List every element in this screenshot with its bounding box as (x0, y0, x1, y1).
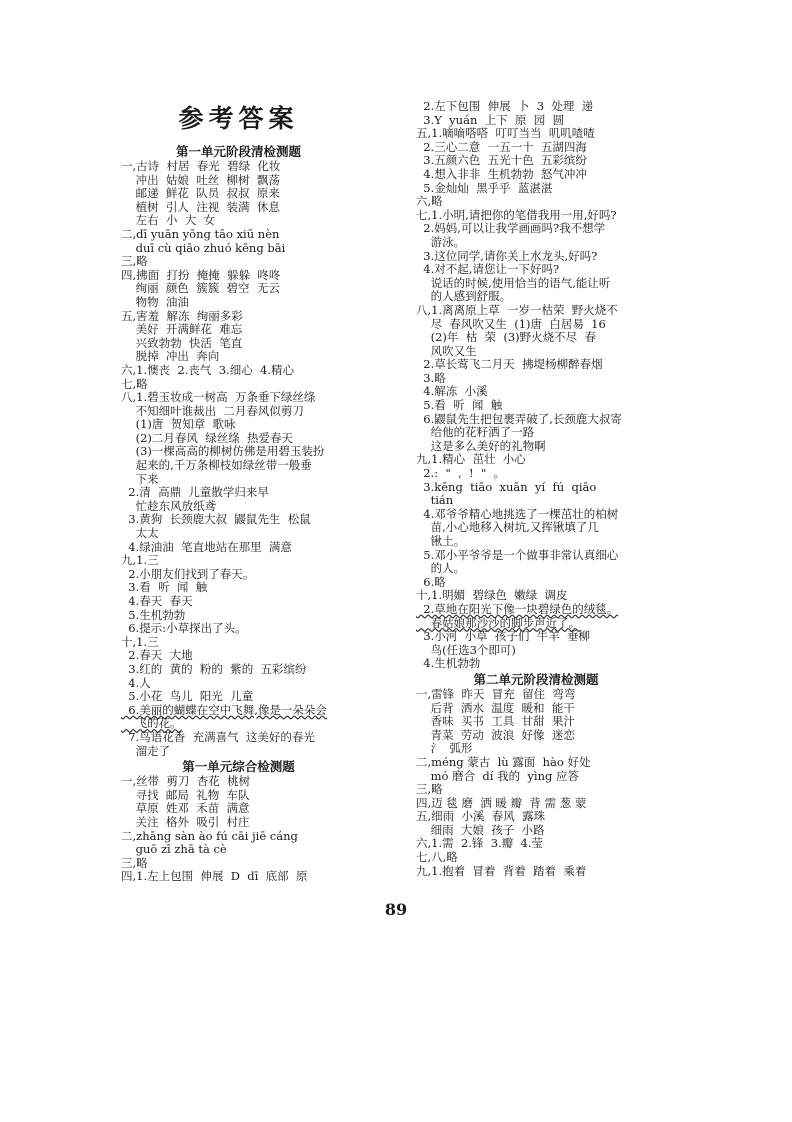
answer-line: 美好 开满鲜花 难忘 (121, 322, 243, 337)
answer-line: 脱掉 冲出 奔向 (121, 349, 220, 364)
page-number: 89 (384, 900, 408, 919)
answer-line: 3.小河 小草 孩子们 牛羊 垂柳 (416, 629, 591, 644)
answer-line: 二,méng 蒙古 lù 露面 hào 好处 (416, 754, 591, 769)
right-column (416, 100, 656, 878)
answer-line: 6.略 (416, 574, 446, 589)
answer-line: 五,1.嘀嘀嗒嗒 叮叮当当 叽叽喳喳 (416, 126, 595, 141)
answer-line: 5.金灿灿 黑乎乎 蓝湛湛 (416, 180, 553, 195)
answer-line: 细雨 大娘 孩子 小路 (416, 822, 545, 837)
answer-line: 六,1.懊丧 2.丧气 3.细心 4.精心 (121, 362, 294, 377)
answer-line: 四,迈 毯 磨 洒 暖 瓣 背 需 葱 蒙 (416, 795, 587, 810)
answer-line: 的人感到舒服。 (416, 289, 512, 304)
answer-line: 6.提示:小草探出了头。 (121, 621, 247, 636)
answer-line: 4.绿油油 笔直地站在那里 满意 (121, 539, 292, 554)
right-answer-list (416, 100, 656, 878)
section-title: 第一单元阶段清检测题 (175, 144, 301, 159)
answer-line: 5.小花 鸟儿 阳光 儿童 (121, 689, 254, 704)
answer-line: 五,细雨 小溪 春风 露珠 (416, 809, 546, 824)
answer-line: 说话的时候,使用恰当的语气,能让听 (416, 275, 611, 290)
answer-line: 八,1.离离原上草 一岁一枯荣 野火烧不 (416, 302, 618, 317)
answer-line: 2.左下包围 伸展 卜 3 处理 递 (416, 99, 594, 113)
answer-line: 九,1.抱着 冒着 背着 踏着 乘着 (416, 863, 587, 878)
answer-line: (2)二月春风 绿丝绦 热爱春天 (121, 430, 294, 445)
answer-line-underlined: 飞的花。 (121, 716, 182, 731)
answer-line: 九,1.精心 茁壮 小心 (416, 452, 526, 467)
answer-line: guō zī zhā tà cè (121, 842, 227, 857)
answer-line: 起来的,千万条柳枝如绿丝带一般垂 (121, 458, 312, 473)
answer-line: 的人。 (416, 561, 466, 576)
answer-line: 一,雷锋 昨天 冒充 留住 弯弯 (416, 686, 576, 701)
answer-line: 4.春天 春天 (121, 594, 193, 608)
answer-line: 2.春天 大地 (121, 648, 193, 663)
answer-line: 十,1.明媚 碧绿色 嫩绿 调皮 (416, 588, 568, 603)
answer-line: 5.看 听 闻 触 (416, 398, 503, 413)
answer-line: 绚丽 颜色 簇簇 碧空 无云 (121, 281, 280, 296)
answer-line: 四,1.左上包围 伸展 D dī 底部 原 (121, 869, 308, 884)
answer-line: 九,1.三 (121, 553, 159, 568)
answer-line: 4.生机勃勃 (416, 656, 481, 671)
answer-line: 一,古诗 村居 春光 碧绿 化妆 (121, 159, 281, 173)
answer-line: 六,略 (416, 194, 443, 209)
answer-line: 下来 (121, 471, 159, 486)
answer-line: 十,1.三 (121, 634, 159, 649)
answer-line: 冲出 姑娘 吐丝 柳树 飘荡 (121, 172, 280, 187)
answer-line: 2.三心二意 一五一十 五湖四海 (416, 139, 587, 154)
answer-line: 2.清 高鼎 儿童散学归来早 (121, 485, 269, 500)
answer-line: 一,丝带 剪刀 杏花 桃树 (121, 774, 251, 789)
section-title: 第一单元综合检测题 (182, 759, 295, 775)
answer-line: 4.解冻 小溪 (416, 384, 488, 399)
answer-line: 七,1.小明,请把你的笔借我用一用,好吗? (416, 207, 617, 222)
answer-line: 6.鼹鼠先生把包裹弄破了,长颈鹿大叔寄 (416, 411, 622, 426)
answer-line: 关注 格外 吸引 村庄 (121, 814, 250, 829)
answer-line: 4.想入非非 生机勃勃 怒气冲冲 (416, 166, 587, 181)
answer-line: 七,八,略 (416, 850, 458, 865)
answer-line: 4.对不起,请您让一下好吗? (416, 262, 560, 277)
answer-line: 七,略 (121, 376, 148, 391)
answer-line-underlined: 春姑娘那沙沙的脚步声近了。 (416, 615, 581, 630)
answer-line: 4.邓爷爷精心地挑选了一棵茁壮的柏树 (416, 506, 619, 521)
answer-line: 2.草长莺飞二月天 拂堤杨柳醉春烟 (416, 357, 603, 372)
answer-line: 3.黄狗 长颈鹿大叔 鼹鼠先生 松鼠 (121, 512, 311, 527)
answer-line: 3.红的 黄的 粉的 紫的 五彩缤纷 (121, 661, 307, 676)
answer-line: 5.生机勃勃 (121, 607, 186, 622)
answer-line: 4.人 (121, 675, 151, 690)
answer-line: 2.: " , ! " 。 (416, 466, 506, 481)
answer-line: 物物 油油 (121, 294, 189, 309)
answer-line: 左右 小 大 女 (121, 213, 216, 228)
answer-line: 忙趁东风放纸鸢 (121, 498, 217, 513)
answer-line: 尽 春风吹又生 (1)唐 白居易 16 (416, 316, 606, 331)
answer-line: 不知细叶谁裁出 二月春风似剪刀 (121, 403, 304, 418)
answer-line: 3.这位同学,请你关上水龙头,好吗? (416, 248, 598, 263)
answer-line: 后背 洒水 温度 暖和 能干 (416, 700, 575, 715)
answer-line: 二,zhāng sàn ào fú cāi jiē cáng (121, 828, 298, 843)
answer-line: tián (416, 493, 454, 508)
answer-line: 四,拂面 打扮 掩掩 躲躲 咚咚 (121, 267, 281, 282)
answer-line: 2.小朋友们找到了春天。 (121, 566, 255, 581)
answer-line: 太太 (121, 526, 159, 541)
answer-line: 兴致勃勃 快活 笔直 (121, 335, 243, 350)
answer-line: 鸟(任选3个即可) (416, 642, 516, 657)
answer-line: 3.kēng tiāo xuān yí fú qiāo (416, 479, 597, 494)
page-title: 参考答案 (178, 104, 299, 133)
answer-line: 三,略 (416, 782, 443, 797)
answer-line: 这是多么美好的礼物啊 (416, 438, 546, 453)
answer-line: 六,1.需 2.锋 3.瓣 4.莹 (416, 836, 543, 851)
answer-line: (2)年 枯 荣 (3)野火烧不尽 春 (416, 330, 596, 345)
answer-line-underlined: 2.草地在阳光下像一块碧绿色的绒毯。 (416, 601, 619, 616)
answer-line: 青菜 劳动 波浪 好像 迷恋 (416, 727, 575, 742)
answer-line: 锹土。 (416, 534, 466, 548)
answer-line: 氵 弧形 (416, 741, 473, 756)
answer-line: 三,略 (121, 254, 148, 269)
answer-line: 草原 姓邓 禾苗 满意 (121, 801, 250, 816)
answer-line: 风吹又生 (416, 343, 477, 358)
answer-line: 给他的花籽洒了一路 (416, 425, 535, 440)
left-answer-list (121, 144, 356, 884)
answer-line: 二,dī yuān yōng tāo xiū nèn (121, 226, 280, 241)
answer-line: duī cù qiāo zhuó kēng bāi (121, 240, 286, 255)
answer-line: 2.妈妈,可以让我学画画吗?我不想学 (416, 221, 606, 236)
answer-line: 植树 引人 注视 装满 休息 (121, 199, 280, 214)
answer-line: 3.看 听 闻 触 (121, 580, 208, 595)
answer-line: 5.邓小平爷爷是一个做事非常认真细心 (416, 547, 619, 562)
left-column (121, 100, 356, 884)
answer-line: 邮递 鲜花 队员 叔叔 原来 (121, 186, 280, 201)
answer-line: 五,害羞 解冻 绚丽多彩 (121, 308, 243, 323)
answer-line: 7.鸟语花香 充满喜气 这美好的春光 (121, 729, 315, 744)
answer-line: 3.略 (416, 370, 446, 385)
answer-line: 八,1.碧玉妆成一树高 万条垂下绿丝绦 (121, 390, 316, 405)
answer-line: (1)唐 贺知章 歌咏 (121, 417, 236, 432)
answer-line: (3)一棵高高的柳树仿佛是用碧玉装扮 (121, 444, 325, 459)
answer-line-underlined: 6.美丽的蝴蝶在空中飞舞,像是一朵朵会 (121, 702, 327, 717)
answer-line: 香味 买书 工具 甘甜 果汁 (416, 714, 575, 729)
answer-line: 游泳。 (416, 234, 466, 249)
answer-line: mó 磨合 dí 我的 yìng 应答 (416, 768, 580, 783)
section-title: 第二单元阶段清检测题 (473, 671, 599, 687)
answer-line: 3.五颜六色 五光十色 五彩缤纷 (416, 153, 587, 168)
answer-line: 溜走了 (121, 743, 171, 758)
answer-line: 3.Y yuán 上下 原 园 圆 (416, 112, 565, 127)
answer-line: 寻找 邮局 礼物 车队 (121, 787, 250, 802)
answer-line: 苗,小心地移入树坑,又挥锹填了几 (416, 520, 599, 535)
answer-line: 三,略 (121, 855, 148, 870)
